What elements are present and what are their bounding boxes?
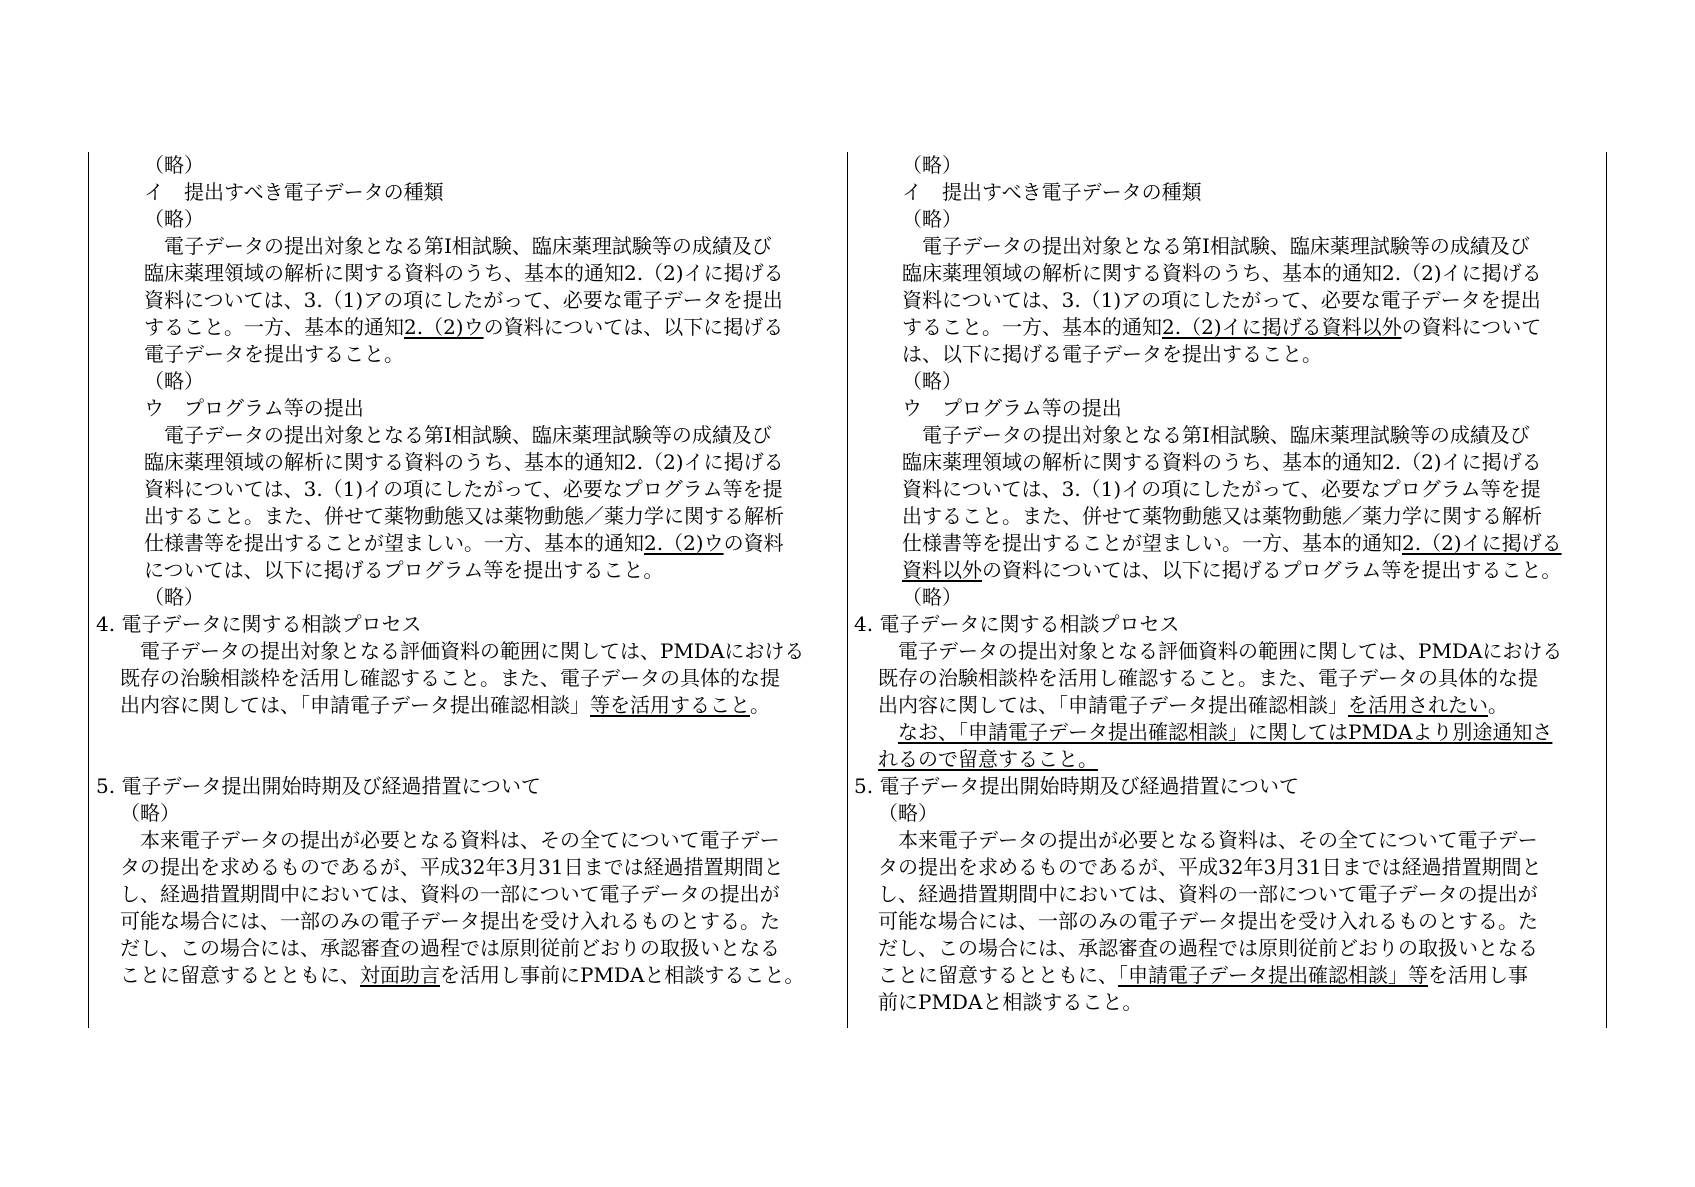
underlined-change: を活用されたい bbox=[1348, 693, 1488, 717]
text-span: の資料について bbox=[1401, 315, 1542, 339]
text-span: を活用し事 bbox=[1428, 963, 1528, 987]
right-column-revised bbox=[854, 152, 1600, 1016]
paragraph-line: 臨床薬理領域の解析に関する資料のうち、基本的通知2.（2)イに掲げる bbox=[144, 450, 784, 474]
text-span: 出内容に関しては、「申請電子データ提出確認相談」 bbox=[120, 693, 590, 717]
text-span: すること。一方、基本的通知 bbox=[144, 315, 404, 339]
left-border-line bbox=[88, 152, 89, 1028]
paragraph-line bbox=[96, 692, 842, 719]
paragraph-line: 資料については、3.（1)イの項にしたがって、必要なプログラム等を提 bbox=[902, 477, 1541, 501]
paragraph-line: 資料については、3.（1)アの項にしたがって、必要な電子データを提出 bbox=[144, 288, 783, 312]
paragraph-line bbox=[96, 530, 842, 557]
paragraph-line: 可能な場合には、一部のみの電子データ提出を受け入れるものとする。た bbox=[878, 909, 1538, 933]
paragraph-line: 電子データの提出対象となる評価資料の範囲に関しては、PMDAにおける bbox=[140, 639, 805, 663]
paragraph-line bbox=[96, 962, 842, 989]
omitted-note: （略） bbox=[878, 801, 938, 825]
text-span: 仕様書等を提出することが望ましい。一方、基本的通知 bbox=[902, 531, 1402, 555]
subheading-i: イ 提出すべき電子データの種類 bbox=[144, 180, 444, 204]
paragraph-line: 電子データの提出対象となる評価資料の範囲に関しては、PMDAにおける bbox=[898, 639, 1563, 663]
underlined-change: 資料以外 bbox=[902, 558, 982, 582]
omitted-note: （略） bbox=[902, 153, 962, 177]
underlined-change: 対面助言 bbox=[360, 963, 440, 987]
paragraph-line: については、以下に掲げるプログラム等を提出すること。 bbox=[144, 558, 664, 582]
center-divider-line bbox=[847, 152, 848, 1028]
paragraph-line: 出すること。また、併せて薬物動態又は薬物動態／薬力学に関する解析 bbox=[144, 504, 784, 528]
text-span: 。 bbox=[750, 693, 770, 717]
underlined-change: 2.（2)イに掲げる bbox=[1402, 531, 1562, 555]
paragraph-line: 電子データを提出すること。 bbox=[144, 342, 404, 366]
paragraph-line bbox=[854, 530, 1600, 557]
paragraph-line: 電子データの提出対象となる第Ⅰ相試験、臨床薬理試験等の成績及び bbox=[164, 234, 772, 258]
omitted-note: （略） bbox=[902, 207, 962, 231]
omitted-note: （略） bbox=[144, 585, 204, 609]
paragraph-line: 電子データの提出対象となる第Ⅰ相試験、臨床薬理試験等の成績及び bbox=[922, 423, 1530, 447]
paragraph-line: タの提出を求めるものであるが、平成32年3月31日までは経過措置期間と bbox=[120, 855, 784, 879]
paragraph-line: タの提出を求めるものであるが、平成32年3月31日までは経過措置期間と bbox=[878, 855, 1542, 879]
section-heading-4: 4. 電子データに関する相談プロセス bbox=[854, 612, 1180, 636]
underlined-change: れるので留意すること。 bbox=[878, 747, 1098, 771]
paragraph-line: 既存の治験相談枠を活用し確認すること。また、電子データの具体的な提 bbox=[120, 666, 780, 690]
text-span: ことに留意するとともに、 bbox=[120, 963, 360, 987]
paragraph-line: 電子データの提出対象となる第Ⅰ相試験、臨床薬理試験等の成績及び bbox=[164, 423, 772, 447]
paragraph-line: 臨床薬理領域の解析に関する資料のうち、基本的通知2.（2)イに掲げる bbox=[902, 450, 1542, 474]
underlined-change: なお、「申請電子データ提出確認相談」に関してはPMDAより別途通知さ bbox=[898, 720, 1553, 744]
paragraph-line: 前にPMDAと相談すること。 bbox=[878, 990, 1143, 1014]
paragraph-line: は、以下に掲げる電子データを提出すること。 bbox=[902, 342, 1322, 366]
text-span: の資料については、以下に掲げるプログラム等を提出すること。 bbox=[982, 558, 1562, 582]
paragraph-line: 本来電子データの提出が必要となる資料は、その全てについて電子デー bbox=[140, 828, 780, 852]
omitted-note: （略） bbox=[144, 207, 204, 231]
text-span: 仕様書等を提出することが望ましい。一方、基本的通知 bbox=[144, 531, 644, 555]
underlined-change: 「申請電子データ提出確認相談」等 bbox=[1118, 963, 1428, 987]
paragraph-line: 資料については、3.（1)アの項にしたがって、必要な電子データを提出 bbox=[902, 288, 1541, 312]
paragraph-line bbox=[854, 746, 1600, 773]
paragraph-line bbox=[854, 314, 1600, 341]
section-heading-5: 5. 電子データ提出開始時期及び経過措置について bbox=[854, 774, 1300, 798]
omitted-note: （略） bbox=[144, 153, 204, 177]
text-span: の資料 bbox=[723, 531, 784, 555]
paragraph-line: 可能な場合には、一部のみの電子データ提出を受け入れるものとする。た bbox=[120, 909, 780, 933]
paragraph-line: し、経過措置期間中においては、資料の一部について電子データの提出が bbox=[878, 882, 1538, 906]
subheading-i: イ 提出すべき電子データの種類 bbox=[902, 180, 1202, 204]
underlined-change: 等を活用すること bbox=[590, 693, 750, 717]
paragraph-line: し、経過措置期間中においては、資料の一部について電子データの提出が bbox=[120, 882, 780, 906]
omitted-note: （略） bbox=[144, 369, 204, 393]
paragraph-line: だし、この場合には、承認審査の過程では原則従前どおりの取扱いとなる bbox=[120, 936, 780, 960]
left-column-current bbox=[96, 152, 842, 989]
subheading-u: ウ プログラム等の提出 bbox=[902, 396, 1122, 420]
paragraph-line bbox=[854, 692, 1600, 719]
spacer bbox=[96, 719, 842, 773]
text-span: すること。一方、基本的通知 bbox=[902, 315, 1162, 339]
paragraph-line: 臨床薬理領域の解析に関する資料のうち、基本的通知2.（2)イに掲げる bbox=[902, 261, 1542, 285]
right-border-line bbox=[1606, 152, 1607, 1028]
paragraph-line bbox=[854, 719, 1600, 746]
underlined-change: 2.（2)ウ bbox=[404, 315, 484, 339]
section-heading-4: 4. 電子データに関する相談プロセス bbox=[96, 612, 422, 636]
paragraph-line: だし、この場合には、承認審査の過程では原則従前どおりの取扱いとなる bbox=[878, 936, 1538, 960]
text-span: の資料については、以下に掲げる bbox=[483, 315, 784, 339]
paragraph-line bbox=[854, 962, 1600, 989]
paragraph-line bbox=[854, 557, 1600, 584]
text-span: ことに留意するとともに、 bbox=[878, 963, 1118, 987]
underlined-change: 2.（2)ウ bbox=[644, 531, 724, 555]
text-span: 出内容に関しては、「申請電子データ提出確認相談」 bbox=[878, 693, 1348, 717]
omitted-note: （略） bbox=[902, 369, 962, 393]
text-span: 。 bbox=[1488, 693, 1508, 717]
omitted-note: （略） bbox=[120, 801, 180, 825]
paragraph-line: 資料については、3.（1)イの項にしたがって、必要なプログラム等を提 bbox=[144, 477, 783, 501]
paragraph-line: 臨床薬理領域の解析に関する資料のうち、基本的通知2.（2)イに掲げる bbox=[144, 261, 784, 285]
text-span: を活用し事前にPMDAと相談すること。 bbox=[440, 963, 805, 987]
paragraph-line: 出すること。また、併せて薬物動態又は薬物動態／薬力学に関する解析 bbox=[902, 504, 1542, 528]
paragraph-line: 既存の治験相談枠を活用し確認すること。また、電子データの具体的な提 bbox=[878, 666, 1538, 690]
subheading-u: ウ プログラム等の提出 bbox=[144, 396, 364, 420]
paragraph-line: 本来電子データの提出が必要となる資料は、その全てについて電子デー bbox=[898, 828, 1538, 852]
omitted-note: （略） bbox=[902, 585, 962, 609]
underlined-change: 2.（2)イに掲げる資料以外 bbox=[1162, 315, 1402, 339]
paragraph-line: 電子データの提出対象となる第Ⅰ相試験、臨床薬理試験等の成績及び bbox=[922, 234, 1530, 258]
paragraph-line bbox=[96, 314, 842, 341]
section-heading-5: 5. 電子データ提出開始時期及び経過措置について bbox=[96, 774, 542, 798]
